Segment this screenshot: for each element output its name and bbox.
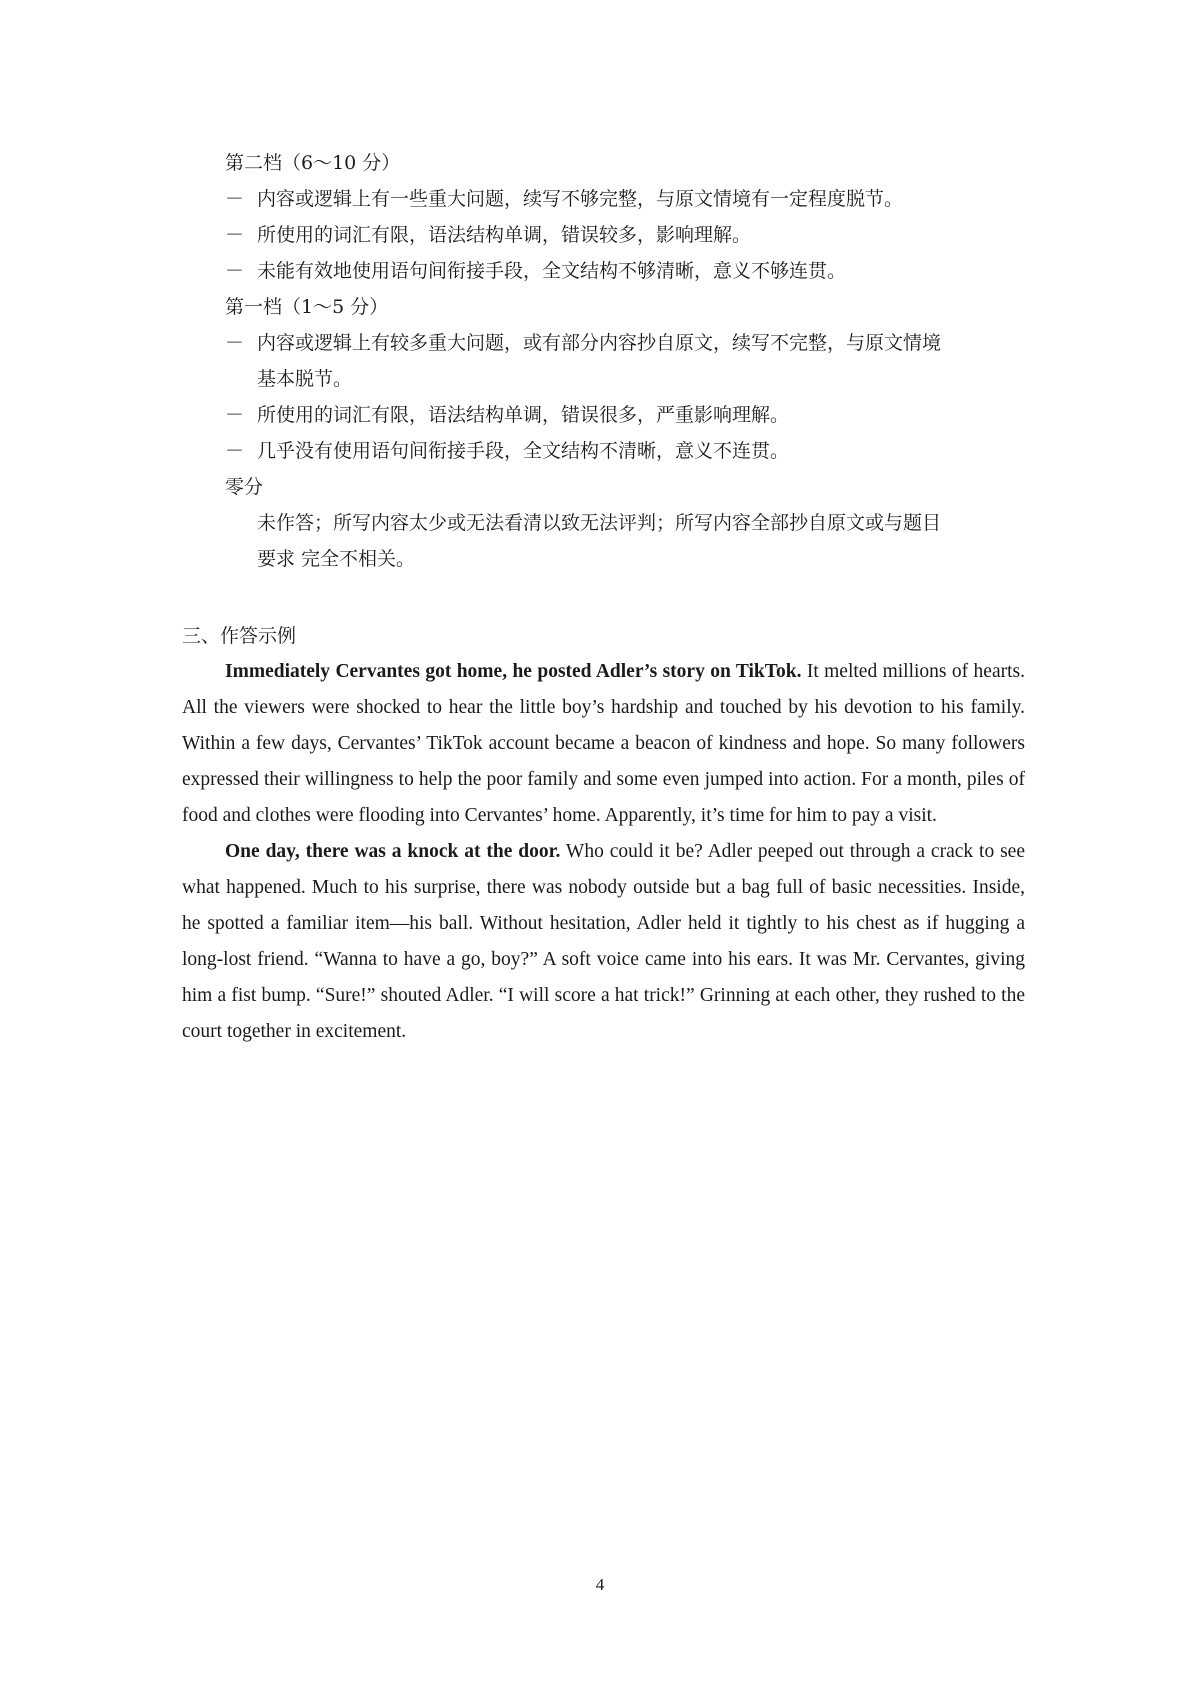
dash-bullet: －	[225, 332, 245, 354]
dash-bullet: －	[225, 260, 245, 282]
band-2-item-text: 所使用的词汇有限，语法结构单调，错误较多，影响理解。	[257, 224, 752, 246]
paragraph-body: Who could it be? Adler peeped out through a crack to see what happened. Much to his surprise, there was nobody outside but a bag full of basic necessities. Inside, he spotted a familiar item—his ball. Without hesitation, Adler held it tightly to his chest as if hugging a long-lost friend. “Wanna to have a go, boy?” A soft voice came into his ears. It was Mr. Cervantes, giving him a fist bump. “Sure!” shouted Adler. “I will score a hat trick!” Grinning at each other, they rushed to the court together in excitement.	[182, 841, 1025, 1042]
band-2-item-text: 内容或逻辑上有一些重大问题，续写不够完整，与原文情境有一定程度脱节。	[257, 188, 904, 210]
section-title: 三、作答示例	[182, 625, 297, 647]
dash-bullet: －	[225, 224, 245, 246]
paragraph-opening-sentence: Immediately Cervantes got home, he posted Adler’s story on TikTok.	[225, 661, 802, 682]
band-2-item	[225, 181, 1025, 217]
sample-essay	[182, 654, 1025, 1050]
paragraph-body: It melted millions of hearts. All the viewers were shocked to hear the little boy’s hardship and touched by his devotion to his family. Within a few days, Cervantes’ TikTok account became a beacon of kindness and hope. So many followers expressed their willingness to help the poor family and some even jumped into action. For a month, piles of food and clothes were flooding into Cervantes’ home. Apparently, it’s time for him to pay a visit.	[182, 661, 1025, 826]
paragraph-opening-sentence: One day, there was a knock at the door.	[225, 841, 561, 862]
zero-score-text: 要求 完全不相关。	[257, 548, 416, 570]
band-1-criteria	[225, 289, 1025, 469]
band-1-item-continuation: 基本脱节。	[257, 368, 353, 390]
band-1-item-text: 内容或逻辑上有较多重大问题，或有部分内容抄自原文，续写不完整，与原文情境	[257, 332, 942, 354]
band-1-title: 第一档（1～5 分）	[225, 296, 389, 318]
essay-paragraph-1	[182, 654, 1025, 834]
zero-score-text: 未作答；所写内容太少或无法看清以致无法评判；所写内容全部抄自原文或与题目	[257, 512, 942, 534]
page-number: 4	[595, 1575, 605, 1594]
band-1-item-text: 几乎没有使用语句间衔接手段，全文结构不清晰，意义不连贯。	[257, 440, 790, 462]
band-2-item-text: 未能有效地使用语句间衔接手段，全文结构不够清晰，意义不够连贯。	[257, 260, 847, 282]
band-2-item	[225, 217, 1025, 253]
dash-bullet: －	[225, 404, 245, 426]
band-1-item	[225, 397, 1025, 433]
dash-bullet: －	[225, 440, 245, 462]
zero-score-title: 零分	[225, 476, 264, 498]
zero-score-criteria	[225, 469, 1025, 577]
band-2-item	[225, 253, 1025, 289]
band-1-item	[225, 433, 1025, 469]
band-1-item	[225, 325, 1025, 361]
dash-bullet: －	[225, 188, 245, 210]
essay-paragraph-2	[182, 834, 1025, 1050]
band-1-item-text: 所使用的词汇有限，语法结构单调，错误很多，严重影响理解。	[257, 404, 790, 426]
band-2-criteria	[225, 145, 1025, 289]
band-2-title: 第二档（6～10 分）	[225, 152, 401, 174]
